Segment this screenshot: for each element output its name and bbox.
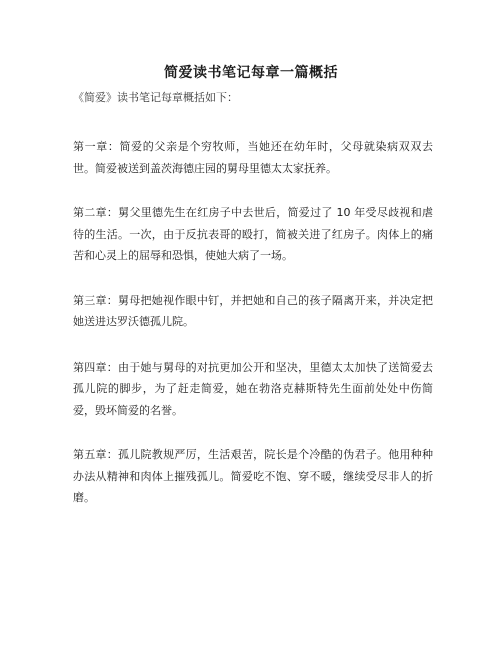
chapter-paragraph-3: 第三章：舅母把她视作眼中钉，并把她和自己的孩子隔离开来，并决定把她送进达罗沃德孤儿院。 xyxy=(73,293,433,328)
chapter-paragraph-2: 第二章：舅父里德先生在红房子中去世后，简爱过了 10 年受尽歧视和虐待的生活。一次，由于反抗表哥的殴打，简被关进了红房子。肉体上的痛苦和心灵上的屈辱和恐惧，使她大病了一场。 xyxy=(73,206,433,262)
document-intro: 《简爱》读书笔记每章概括如下： xyxy=(73,91,238,104)
chapter-paragraph-4: 第四章：由于她与舅母的对抗更加公开和坚决，里德太太加快了送简爱去孤儿院的脚步，为了赶走简爱，她在勃洛克赫斯特先生面前处处中伤简爱，毁坏简爱的名誉。 xyxy=(73,360,433,417)
chapter-list xyxy=(73,136,433,532)
chapter-paragraph-5: 第五章：孤儿院教规严厉，生活艰苦，院长是个冷酷的伪君子。他用种种办法从精神和肉体上摧残孤儿。简爱吃不饱、穿不暖，继续受尽非人的折磨。 xyxy=(73,448,433,504)
chapter-paragraph-1: 第一章：简爱的父亲是个穷牧师，当她还在幼年时，父母就染病双双去世。简爱被送到盖茨海德庄园的舅母里德太太家抚养。 xyxy=(73,140,433,175)
document-title: 简爱读书笔记每章一篇概括 xyxy=(164,65,338,81)
